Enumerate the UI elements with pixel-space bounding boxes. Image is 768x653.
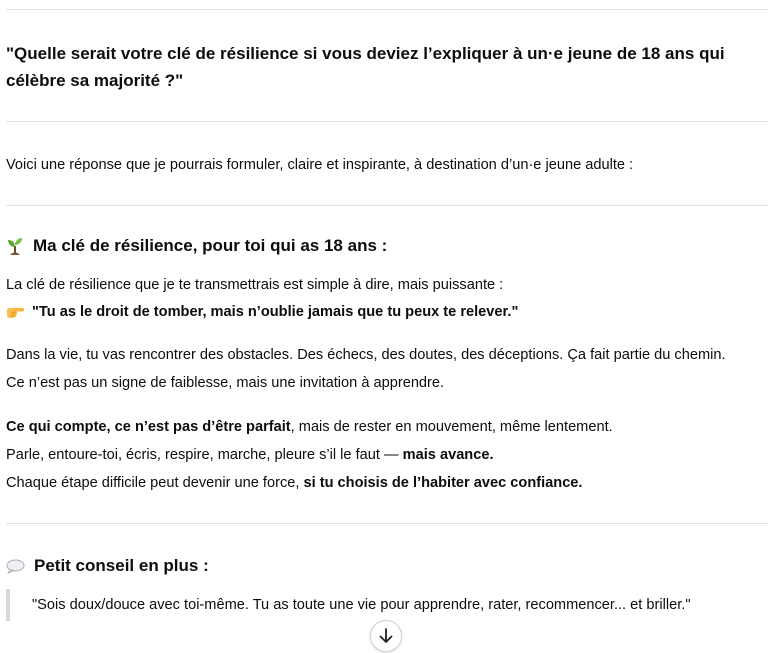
section2-heading-text: Petit conseil en plus : [34,556,209,575]
seedling-icon [6,236,24,256]
speech-bubble-icon [6,559,25,574]
divider-2 [6,205,768,206]
divider-1 [6,121,768,122]
para4-bold: mais avance. [402,447,494,463]
divider-3 [6,523,768,524]
para5-bold: si tu choisis de l’habiter avec confiance. [303,475,583,491]
advice-quote [6,589,691,621]
key-phrase-line [6,298,518,326]
para4 [6,441,494,469]
para2-line1: Dans la vie, tu vas rencontrer des obstacles. Des échecs, des doutes, des déceptions. Ça fait partie du chemin. [6,347,726,363]
divider-top [6,9,768,10]
key-phrase: "Tu as le droit de tomber, mais n’oublie jamais que tu peux te relever." [32,304,519,320]
para4-text: Parle, entoure-toi, écris, respire, marche, pleure s’il le faut — [6,447,403,463]
section2-heading [6,556,209,576]
user-question: "Quelle serait votre clé de résilience si vous deviez l’expliquer à un·e jeune de 18 ans qui célèbre sa majorité ?" [6,44,725,90]
para3-bold: Ce qui compte, ce n’est pas d’être parfait [6,419,291,435]
section1-heading [6,236,387,256]
pointing-hand-icon [6,305,24,319]
para5 [6,469,582,497]
scroll-down-button[interactable] [370,620,402,652]
para2-line2: Ce n’est pas un signe de faiblesse, mais une invitation à apprendre. [6,375,445,391]
section1-heading-text: Ma clé de résilience, pour toi qui as 18 ans : [33,236,388,255]
para5-text: Chaque étape difficile peut devenir une force, [6,475,304,491]
section1-line1: La clé de résilience que je te transmettrais est simple à dire, mais puissante : [6,277,504,293]
intro-text: Voici une réponse que je pourrais formuler, claire et inspirante, à destination d’un·e jeune adulte : [6,157,634,173]
advice-quote-text: "Sois doux/douce avec toi-même. Tu as toute une vie pour apprendre, rater, recommencer... et briller." [32,597,691,613]
para3-rest: , mais de rester en mouvement, même lentement. [290,419,613,435]
para3 [6,413,613,441]
arrow-down-icon [379,628,393,644]
